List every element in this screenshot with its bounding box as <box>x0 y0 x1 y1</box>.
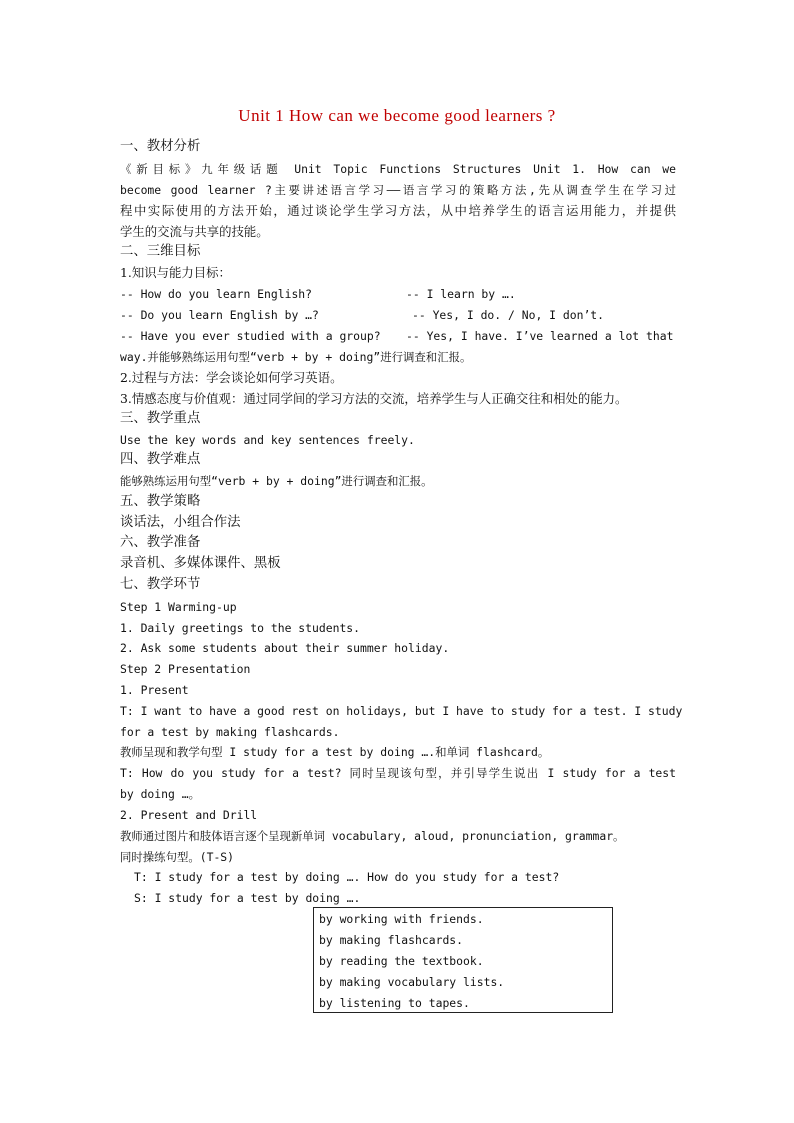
paragraph-line: 能够熟练运用句型“verb + by + doing”进行调查和汇报。 <box>120 474 433 488</box>
paragraph-line: become good learner ?主要讲述语言学习——语言学习的策略方法,先从调查学生在学习过 <box>120 183 676 197</box>
dialog-line <box>120 326 676 346</box>
section-heading-difficulties: 四、教学难点 <box>120 452 201 467</box>
paragraph-line: 谈话法，小组合作法 <box>120 515 241 530</box>
box-item: by reading the textbook. <box>319 954 484 968</box>
dialog-line <box>120 284 676 304</box>
paragraph-line: 同时操练句型。(T-S) <box>120 850 235 864</box>
box-item: by making vocabulary lists. <box>319 975 505 989</box>
dialog-answer: -- I learn by …. <box>406 287 516 301</box>
paragraph-line: 《新目标》九年级话题 Unit Topic Functions Structures Unit 1. How can we <box>120 162 676 176</box>
paragraph-line: by doing …。 <box>120 787 200 801</box>
page-title: Unit 1 How can we become good learners ? <box>238 106 556 125</box>
section-heading-preparation: 六、教学准备 <box>120 535 201 550</box>
paragraph-line: 教师呈现和教学句型 I study for a test by doing ….和单词 flashcard。 <box>120 745 550 759</box>
dialog-question: -- How do you learn English? <box>120 287 313 301</box>
paragraph-line: 录音机、多媒体课件、黑板 <box>120 556 281 571</box>
dialog-line: S: I study for a test by doing …. <box>134 891 361 905</box>
paragraph-line: T: I want to have a good rest on holidays, but I have to study for a test. I study <box>120 704 683 718</box>
dialog-question: -- Do you learn English by …? <box>120 308 319 322</box>
box-item: by working with friends. <box>319 912 484 926</box>
answer-options-box <box>313 907 613 1013</box>
paragraph-line: way.并能够熟练运用句型“verb + by + doing”进行调查和汇报。 <box>120 350 472 364</box>
dialog-answer: -- Yes, I have. I’ve learned a lot that <box>406 329 674 343</box>
dialog-line <box>120 305 676 325</box>
paragraph-line: 程中实际使用的方法开始，通过谈论学生学习方法，从中培养学生的语言运用能力，并提供 <box>120 203 676 218</box>
paragraph-line: for a test by making flashcards. <box>120 725 340 739</box>
paragraph-line: 3.情感态度与价值观：通过同学间的学习方法的交流，培养学生与人正确交往和相处的能力。 <box>120 391 628 406</box>
dialog-question: -- Have you ever studied with a group? <box>120 329 381 343</box>
step-heading: Step 1 Warming-up <box>120 600 237 614</box>
paragraph-line: 教师通过图片和肢体语言逐个呈现新单词 vocabulary, aloud, pronunciation, grammar。 <box>120 829 625 843</box>
section-heading-procedure: 七、教学环节 <box>120 577 201 592</box>
box-item: by listening to tapes. <box>319 996 470 1010</box>
list-item: 1. Present <box>120 683 189 697</box>
list-item: 1. Daily greetings to the students. <box>120 621 361 635</box>
dialog-line: T: I study for a test by doing …. How do you study for a test? <box>134 870 560 884</box>
list-item: 2. Present and Drill <box>120 808 258 822</box>
paragraph-line: T: How do you study for a test? 同时呈现该句型，并引导学生说出 I study for a test <box>120 766 676 780</box>
box-item: by making flashcards. <box>319 933 464 947</box>
paragraph-line: 学生的交流与共享的技能。 <box>120 224 269 239</box>
step-heading: Step 2 Presentation <box>120 662 251 676</box>
list-item: 2. Ask some students about their summer holiday. <box>120 641 450 655</box>
section-heading-objectives: 二、三维目标 <box>120 244 201 259</box>
section-heading-textbook-analysis: 一、教材分析 <box>120 139 201 154</box>
section-heading-strategy: 五、教学策略 <box>120 494 201 509</box>
paragraph-line: Use the key words and key sentences freely. <box>120 433 415 447</box>
section-heading-key-points: 三、教学重点 <box>120 411 201 426</box>
dialog-answer: -- Yes, I do. / No, I don’t. <box>412 308 605 322</box>
paragraph-line: 2.过程与方法：学会谈论如何学习英语。 <box>120 370 343 385</box>
subheading-knowledge-goal: 1.知识与能力目标： <box>120 265 231 280</box>
